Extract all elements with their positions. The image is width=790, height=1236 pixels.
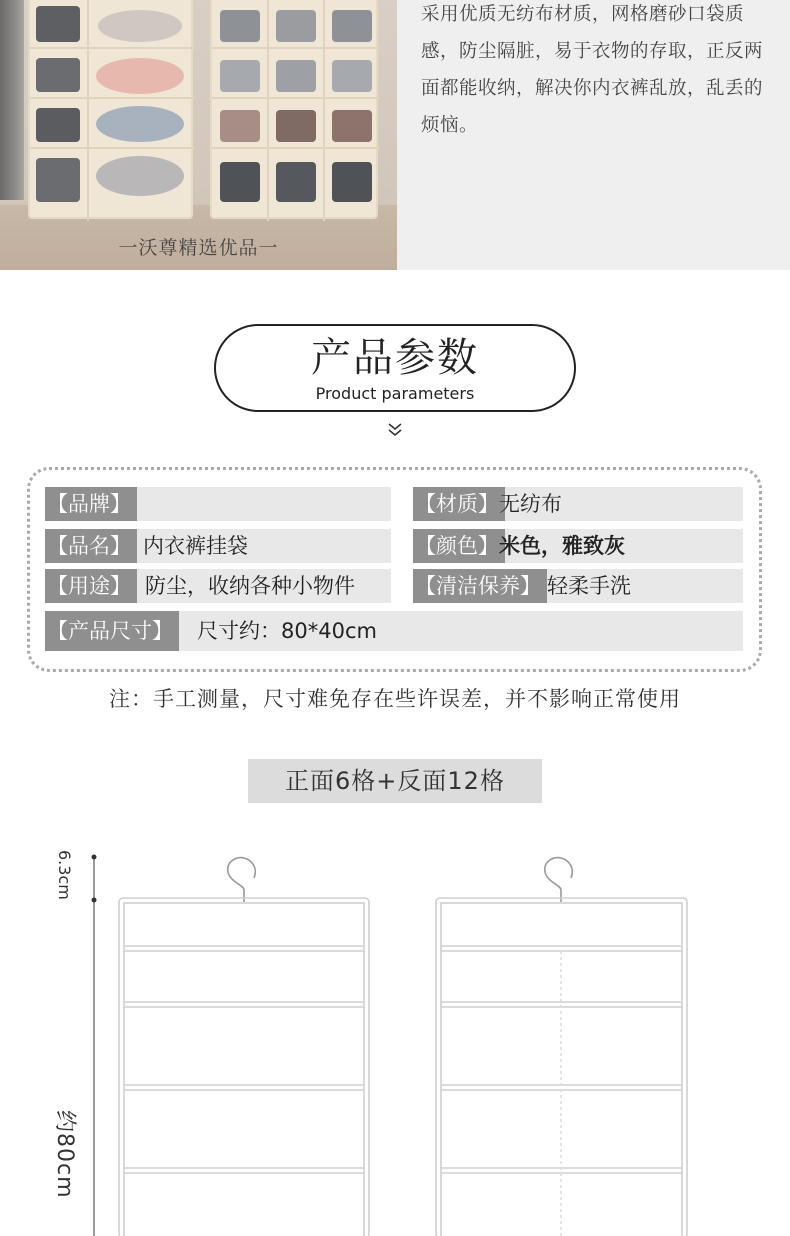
description-panel [397,0,790,270]
section-title-en: Product parameters [315,384,475,403]
param-row-brand [45,487,391,521]
param-value-color: 米色，雅致灰 [499,534,625,558]
size-diagram [0,840,790,1236]
param-value-care: 轻柔手洗 [547,574,631,598]
section-title-cn: 产品参数 [311,335,479,381]
param-label-color: 【颜色】 [413,529,505,563]
param-row-color [413,529,743,563]
param-row-size [45,611,743,651]
param-row-name [45,529,391,563]
top-banner [0,0,790,270]
param-row-material [413,487,743,521]
param-label-size: 【产品尺寸】 [45,611,179,651]
param-row-care [413,569,743,603]
grid-count-label: 正面6格+反面12格 [248,759,542,803]
param-label-usage: 【用途】 [45,569,137,603]
param-label-material: 【材质】 [413,487,505,521]
param-value-name: 内衣裤挂袋 [143,534,248,558]
brand-caption: 一沃尊精选优品一 [118,237,279,259]
hanging-bag-left [28,0,193,219]
hanging-bag-outline-icon [0,840,790,1236]
double-chevron-down-icon [385,420,405,440]
param-row-usage [45,569,391,603]
param-value-size: 尺寸约：80*40cm [197,619,377,643]
hook-height-label: 6.3cm [55,850,74,900]
param-value-usage: 防尘，收纳各种小物件 [145,574,355,598]
param-value-material: 无纺布 [499,492,562,516]
curtain-decoration [0,0,24,200]
product-photo [0,0,397,270]
param-label-care: 【清洁保养】 [413,569,547,603]
product-description: 采用优质无纺布材质，网格磨砂口袋质感，防尘隔脏，易于衣物的存取，正反两面都能收纳，解决你内衣裤乱放，乱丢的烦恼。 [421,4,764,136]
param-label-brand: 【品牌】 [45,487,137,521]
bag-left-pockets-icon [30,0,195,221]
hanging-bag-right [210,0,378,219]
section-title-pill [214,324,576,412]
measurement-note: 注：手工测量，尺寸难免存在些许误差，并不影响正常使用 [109,687,681,711]
product-params-box [27,467,762,672]
param-label-name: 【品名】 [45,529,137,563]
total-height-label: 约80cm [52,1110,77,1199]
bag-right-pockets-icon [212,0,380,221]
